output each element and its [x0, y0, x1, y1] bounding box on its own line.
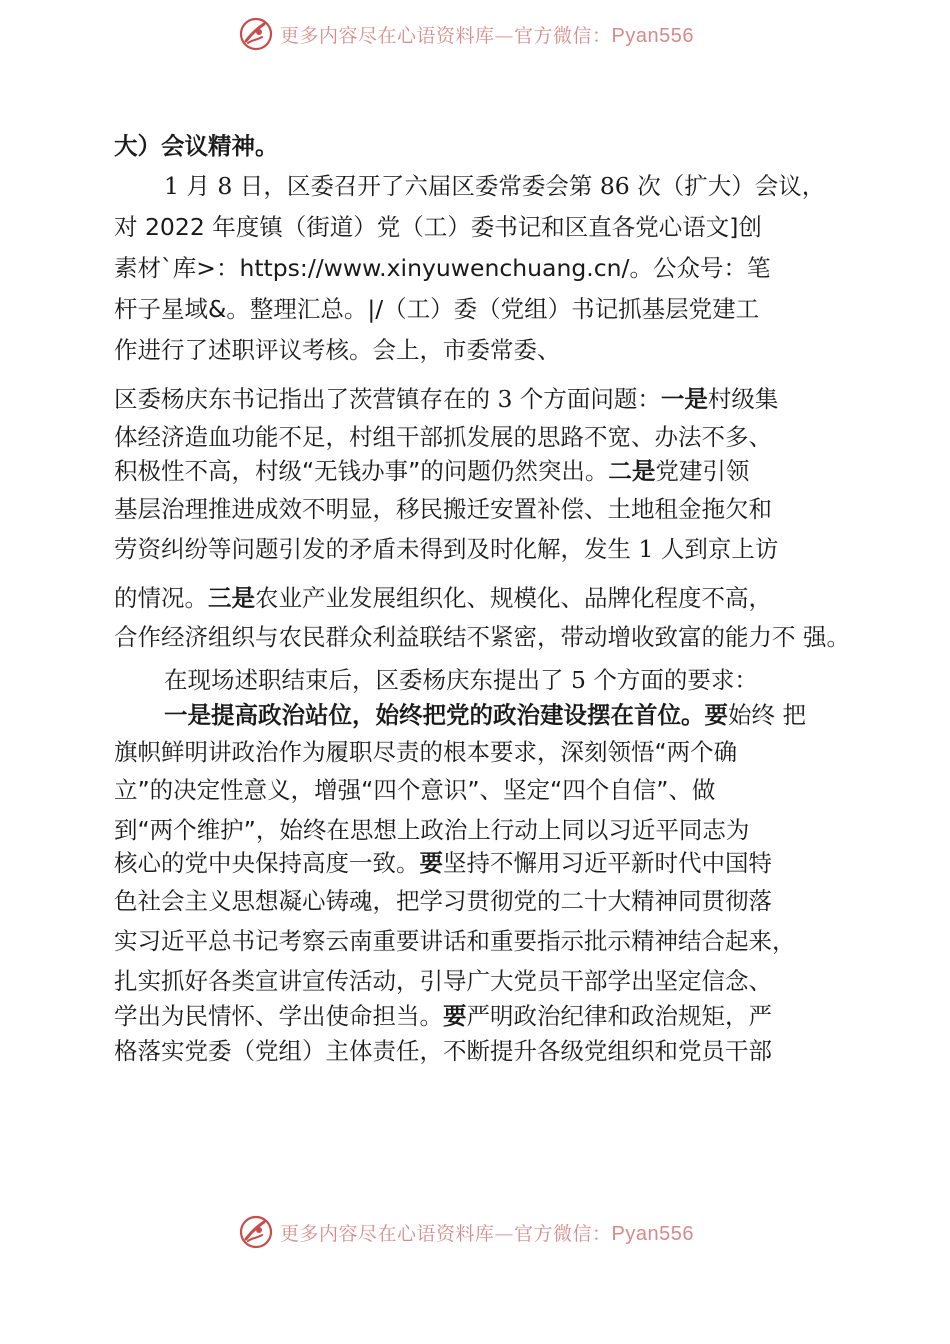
- watermark-text: [280, 1219, 694, 1246]
- number: 86: [599, 172, 630, 200]
- body-line: [114, 583, 772, 613]
- watermark-wechat-id: Pyan556: [611, 24, 694, 47]
- body-line: [114, 737, 737, 767]
- text-run: 体经济造血功能不足，村组干部抓发展的思路不宽、办法不多、: [114, 423, 772, 451]
- footer-watermark: [238, 1214, 738, 1250]
- text-run: 个方面问题：: [512, 385, 661, 413]
- text-run: 扎实抓好各类宣讲宣传活动，引导广大党员干部学出坚定信念、: [114, 967, 772, 995]
- text-run: 月: [178, 172, 218, 200]
- emphasis: 要: [419, 849, 443, 877]
- emphasis: 一是提高政治站位，始终把党的政治建设摆在首位。: [164, 701, 705, 729]
- text-run: 实习近平总书记考察云南重要讲话和重要指示批示精神结合起来，: [114, 927, 796, 955]
- body-line: [114, 253, 770, 283]
- emphasis: 一是: [660, 385, 708, 413]
- text-run: 积极性不高，村级“无钱办事”的问题仍然突出。: [114, 457, 609, 485]
- body-line: [114, 622, 850, 652]
- body-line: [114, 422, 772, 452]
- hand-pen-logo-icon: [238, 16, 274, 52]
- body-line: [114, 775, 715, 805]
- watermark-dash: —: [494, 24, 515, 47]
- text-run: 素材`库>：https://www.xinyuwenchuang.cn/。公众号：笔: [114, 254, 771, 282]
- number: 8: [217, 172, 233, 200]
- body-line: [114, 294, 759, 324]
- text-run: 次（扩大）会议，: [629, 172, 826, 200]
- number: 5: [570, 666, 586, 694]
- text-run: 党建引领: [655, 457, 750, 485]
- body-line: [164, 665, 758, 695]
- number: 1: [638, 535, 654, 563]
- header-watermark: [238, 16, 738, 52]
- text-run: 村级集: [707, 385, 779, 413]
- watermark-text-a: 更多内容尽在心语资料库: [280, 1222, 495, 1245]
- body-line: [114, 1036, 772, 1066]
- body-line: [114, 1001, 772, 1031]
- text-run: 的情况。: [114, 584, 208, 612]
- body-line: [164, 171, 825, 201]
- body-line: [114, 494, 772, 524]
- watermark-dash: —: [494, 1222, 515, 1245]
- number: 3: [497, 385, 513, 413]
- emphasis: 二是: [608, 457, 656, 485]
- text-run: 格落实党委（党组）主体责任，不断提升各级党组织和党员干部: [114, 1037, 772, 1065]
- text-run: 立”的决定性意义，增强“四个意识”、坚定“四个自信”、做: [114, 776, 716, 804]
- text-run: 坚持不懈用习近平新时代中国特: [443, 849, 772, 877]
- text-run: 日，区委召开了六届区委常委会第: [232, 172, 600, 200]
- text-run: 区委杨庆东书记指出了茨营镇存在的: [114, 385, 498, 413]
- watermark-wechat-id: Pyan556: [611, 1222, 694, 1245]
- text-run: 到“两个维护”，始终在思想上政治上行动上同以习近平同志为: [114, 816, 750, 844]
- body-line: [114, 534, 778, 564]
- text-run: 杆子星域&。整理汇总。|/（工）委（党组）书记抓基层党建工: [114, 295, 760, 323]
- watermark-text: [280, 21, 694, 48]
- text-run: 始终 把: [728, 701, 806, 729]
- body-line: [114, 335, 561, 365]
- text-run: 作进行了述职评议考核。会上，市委常委、: [114, 336, 561, 364]
- text-run: 色社会主义思想凝心铸魂，把学习贯彻党的二十大精神同贯彻落: [114, 887, 772, 915]
- body-line: [114, 886, 772, 916]
- body-line: [114, 926, 796, 956]
- body-line: [114, 815, 749, 845]
- emphasis: 要: [443, 1002, 467, 1030]
- text-run: 严明政治纪律和政治规矩，严: [466, 1002, 772, 1030]
- watermark-text-b: 官方微信：: [514, 1222, 612, 1245]
- body-line: [114, 456, 749, 486]
- body-line: [114, 212, 762, 242]
- section-heading: 大）会议精神。: [114, 132, 279, 160]
- body-line: [114, 384, 778, 414]
- hand-pen-logo-icon: [238, 1214, 274, 1250]
- text-run: 劳资纠纷等问题引发的矛盾未得到及时化解，发生: [114, 535, 639, 563]
- body-line: [114, 966, 772, 996]
- text-run: 人到京上访: [653, 535, 779, 563]
- text-run: 学出为民情怀、学出使命担当。: [114, 1002, 443, 1030]
- text-run: 农业产业发展组织化、规模化、品牌化程度不高，: [255, 584, 772, 612]
- text-run: 旗帜鲜明讲政治作为履职尽责的根本要求，深刻领悟“两个确: [114, 738, 738, 766]
- text-run: 合作经济组织与农民群众利益联结不紧密，带动增收致富的能力不 强。: [114, 623, 850, 651]
- emphasis: 要: [704, 701, 728, 729]
- number: 1: [164, 172, 179, 200]
- watermark-text-b: 官方微信：: [514, 24, 612, 47]
- body-line: [164, 700, 806, 730]
- body-line: [114, 848, 772, 878]
- text-run: 对 2022 年度镇（街道）党（工）委书记和区直各党心语文]创: [114, 213, 762, 241]
- watermark-text-a: 更多内容尽在心语资料库: [280, 24, 495, 47]
- text-run: 个方面的要求：: [585, 666, 758, 694]
- emphasis: 三是: [208, 584, 255, 612]
- text-run: 核心的党中央保持高度一致。: [114, 849, 420, 877]
- text-run: 基层治理推进成效不明显，移民搬迁安置补偿、土地租金拖欠和: [114, 495, 772, 523]
- body-line: [114, 131, 279, 161]
- text-run: 在现场述职结束后，区委杨庆东提出了: [164, 666, 571, 694]
